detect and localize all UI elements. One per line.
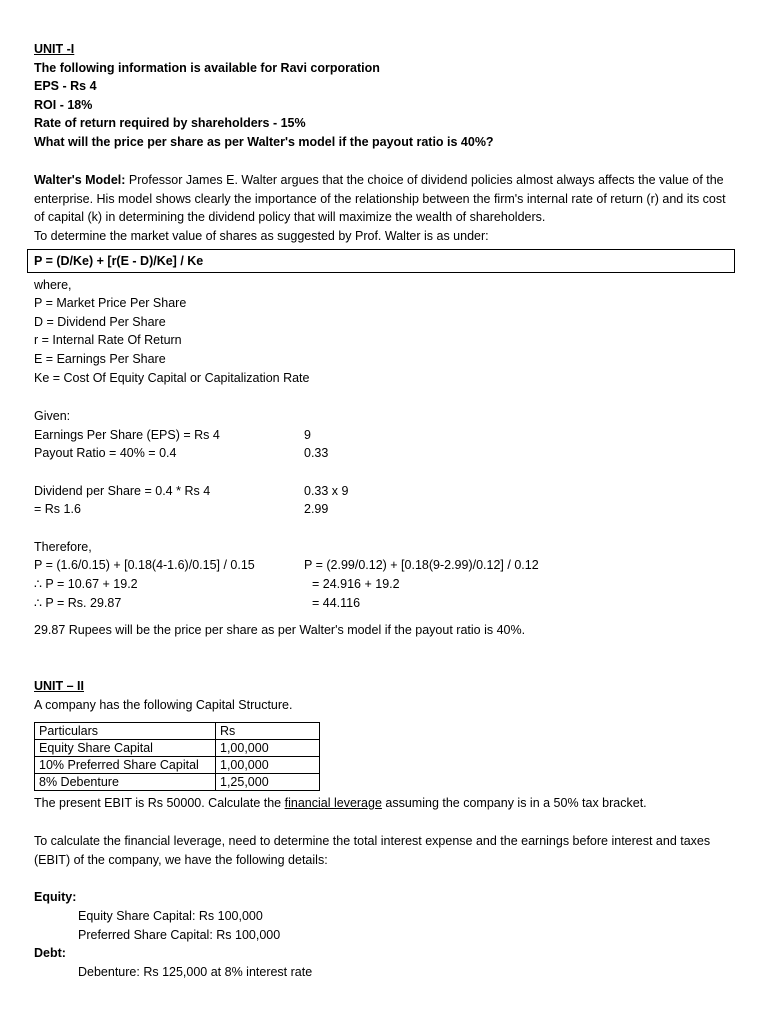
given-eps-alt: 9 <box>304 428 311 442</box>
unit2-intro: A company has the following Capital Structure. <box>34 698 293 712</box>
question-post: assuming the company is in a 50% tax bracket. <box>385 796 647 810</box>
debt-item: Debenture: Rs 125,000 at 8% interest rate <box>78 965 313 979</box>
given-payout-alt: 0.33 <box>304 446 329 460</box>
unit1-intro: The following information is available for Ravi corporation <box>34 61 380 75</box>
determine-text: To determine the market value of shares as suggested by Prof. Walter is as under: <box>34 229 489 243</box>
unit1-eps: EPS - Rs 4 <box>34 79 97 93</box>
calc-step-3-alt: = 44.116 <box>312 596 361 610</box>
walter-formula: P = (D/Ke) + [r(E - D)/Ke] / Ke <box>34 254 204 268</box>
debt-label: Debt: <box>34 946 66 960</box>
def-r: r = Internal Rate Of Return <box>34 333 182 347</box>
table-row <box>35 740 320 757</box>
unit1-heading: UNIT -I <box>34 42 75 56</box>
unit1-conclusion: 29.87 Rupees will be the price per share as per Walter's model if the payout ratio is 40%. <box>34 623 526 637</box>
unit1-roi: ROI - 18% <box>34 98 93 112</box>
calc-step-2: ∴ P = 10.67 + 19.2 <box>34 577 138 591</box>
dps-result-alt: 2.99 <box>304 502 329 516</box>
calc-step-1: P = (1.6/0.15) + [0.18(4-1.6)/0.15] / 0.15 <box>34 558 255 572</box>
def-e: E = Earnings Per Share <box>34 352 166 366</box>
table-header-row <box>35 723 320 740</box>
unit1-question: What will the price per share as per Walter's model if the payout ratio is 40%? <box>34 135 494 149</box>
def-d: D = Dividend Per Share <box>34 315 166 329</box>
equity-item: Equity Share Capital: Rs 100,000 <box>78 909 263 923</box>
table-cell-particular: 8% Debenture <box>35 774 216 791</box>
formula-box <box>27 249 735 273</box>
walter-model-label: Walter's Model: <box>34 173 126 187</box>
calc-step-2-alt: = 24.916 + 19.2 <box>312 577 400 591</box>
unit2-question <box>34 794 647 812</box>
given-payout: Payout Ratio = 40% = 0.4 <box>34 446 177 460</box>
table-header-rs: Rs <box>216 723 320 740</box>
table-cell-amount: 1,25,000 <box>216 774 320 791</box>
question-pre: The present EBIT is Rs 50000. Calculate the <box>34 796 282 810</box>
dps-calc: Dividend per Share = 0.4 * Rs 4 <box>34 484 211 498</box>
calc-step-1-alt: P = (2.99/0.12) + [0.18(9-2.99)/0.12] / 0.12 <box>304 558 539 572</box>
walter-model-text: Professor James E. Walter argues that the choice of dividend policies almost always affects the value of the enterprise. His model shows clearly the importance of the relationship between the firm's internal rate of return (r) and its cost of capital (k) in determining the dividend policy that will maximize the wealth of shareholders. <box>34 173 726 224</box>
equity-item: Preferred Share Capital: Rs 100,000 <box>78 928 281 942</box>
table-cell-amount: 1,00,000 <box>216 757 320 774</box>
table-header-particulars: Particulars <box>35 723 216 740</box>
given-label: Given: <box>34 409 71 423</box>
table-row <box>35 774 320 791</box>
unit1-rate: Rate of return required by shareholders - 15% <box>34 116 306 130</box>
walter-model-paragraph <box>34 171 734 227</box>
given-eps: Earnings Per Share (EPS) = Rs 4 <box>34 428 220 442</box>
table-cell-particular: Equity Share Capital <box>35 740 216 757</box>
dps-result: = Rs 1.6 <box>34 502 81 516</box>
unit2-heading: UNIT – II <box>34 679 85 693</box>
where-label: where, <box>34 278 72 292</box>
def-p: P = Market Price Per Share <box>34 296 187 310</box>
table-cell-amount: 1,00,000 <box>216 740 320 757</box>
table-row <box>35 757 320 774</box>
dps-calc-alt: 0.33 x 9 <box>304 484 349 498</box>
capital-structure-table <box>34 722 320 791</box>
unit2-explanation: To calculate the financial leverage, need to determine the total interest expense and the earnings before interest and taxes (EBIT) of the company, we have the following details: <box>34 834 711 867</box>
def-ke: Ke = Cost Of Equity Capital or Capitalization Rate <box>34 371 310 385</box>
equity-label: Equity: <box>34 890 77 904</box>
table-cell-particular: 10% Preferred Share Capital <box>35 757 216 774</box>
financial-leverage-link[interactable]: financial leverage <box>284 796 382 810</box>
therefore-label: Therefore, <box>34 540 92 554</box>
calc-step-3: ∴ P = Rs. 29.87 <box>34 596 122 610</box>
